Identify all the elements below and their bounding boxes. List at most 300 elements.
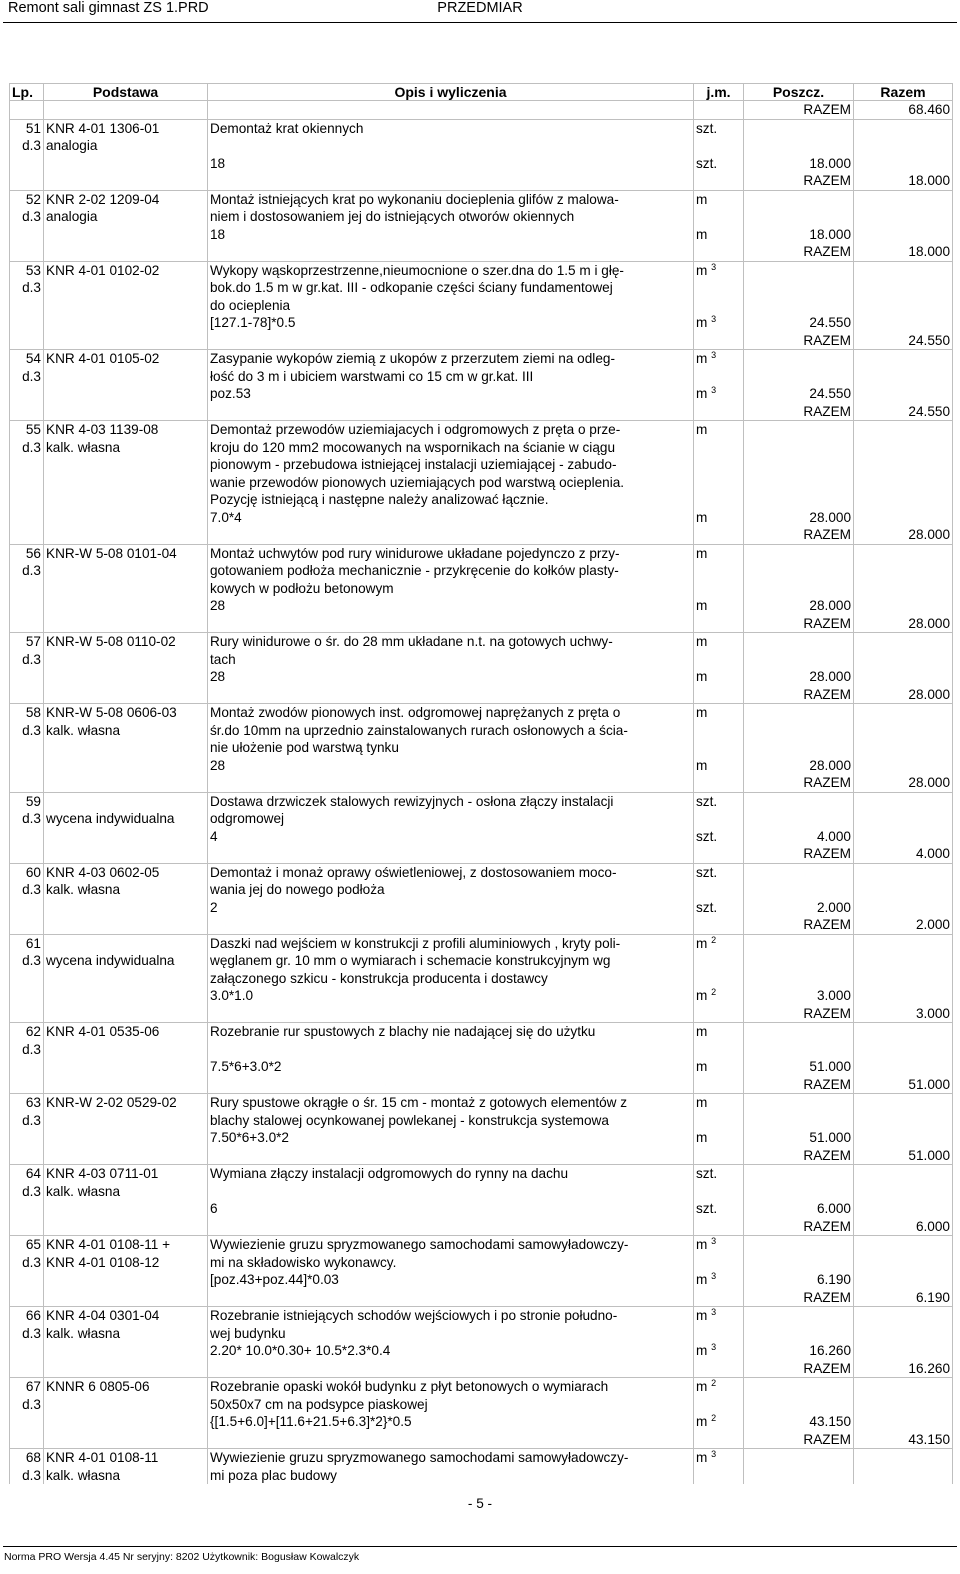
total-cell [854,1023,953,1041]
calc-unit: m [694,509,744,527]
lp-cell [10,1360,44,1378]
partial-cell [744,562,854,580]
description-cell [208,1147,694,1165]
basis-cell [44,1200,208,1218]
basis-cell [44,916,208,934]
basis-cell [44,828,208,846]
description-cell: kroju do 120 mm2 mocowanych na wspornikach na ścianie w ciągu [208,439,694,457]
partial-cell [744,1449,854,1467]
calc-unit: m $^2$ [694,1413,744,1431]
partial-cell [744,1112,854,1130]
basis-cell [44,597,208,615]
razem-value: 51.000 [854,1076,953,1094]
razem-row [10,1147,953,1165]
description-cell [208,916,694,934]
razem-value: 51.000 [854,1147,953,1165]
lp-cell [10,297,44,315]
calc-unit: m [694,757,744,775]
unit-cell: m $^3$ [694,350,744,368]
description-cell: mi poza plac budowy [208,1467,694,1485]
basis-cell [44,1360,208,1378]
basis-cell: KNR 4-01 0108-11 + [44,1236,208,1254]
lp-cell [10,474,44,492]
basis-cell [44,757,208,775]
total-cell [854,119,953,137]
basis-cell: KNR 4-01 0105-02 [44,350,208,368]
razem-label: RAZEM [744,845,854,863]
table-row-continued [10,1183,953,1201]
table-row [10,1449,953,1467]
total-cell [854,137,953,155]
total-cell [854,704,953,722]
lp-cell: d.3 [10,439,44,457]
table-row-continued [10,279,953,297]
calc-expression: 2 [208,899,694,917]
partial-cell [744,580,854,598]
partial-value: 18.000 [744,155,854,173]
unit-cell [694,137,744,155]
basis-cell [44,332,208,350]
basis-cell [44,686,208,704]
razem-label: RAZEM [744,172,854,190]
calc-expression: 3.0*1.0 [208,987,694,1005]
total-cell [854,208,953,226]
razem-row [10,526,953,544]
basis-cell [44,474,208,492]
table-row-continued [10,651,953,669]
total-cell [854,952,953,970]
unit-cell [694,243,744,261]
description-cell: wanie przewodów pionowych uziemiających pod warstwą ocieplenia. [208,474,694,492]
basis-cell: KNR-W 2-02 0529-02 [44,1094,208,1112]
partial-cell [744,1183,854,1201]
calc-expression: {[1.5+6.0]+[11.6+21.5+6.3]*2}*0.5 [208,1413,694,1431]
razem-label: RAZEM [744,1360,854,1378]
partial-cell [744,491,854,509]
calc-expression: [127.1-78]*0.5 [208,314,694,332]
basis-cell [44,1431,208,1449]
total-cell [854,456,953,474]
unit-cell [694,580,744,598]
partial-value: 43.150 [744,1413,854,1431]
calc-unit: szt. [694,828,744,846]
basis-cell: kalk. własna [44,1325,208,1343]
razem-value: 24.550 [854,332,953,350]
calc-expression: 28 [208,668,694,686]
basis-cell [44,509,208,527]
calc-unit: m $^2$ [694,987,744,1005]
total-cell [854,1041,953,1059]
calc-expression: 6 [208,1200,694,1218]
table-row-continued [10,456,953,474]
partial-cell [744,1467,854,1485]
description-cell [208,137,694,155]
table-row-continued [10,970,953,988]
calc-expression: 28 [208,597,694,615]
description-cell: Montaż zwodów pionowych inst. odgromowej naprężanych z pręta o [208,704,694,722]
partial-cell [744,934,854,952]
basis-cell: kalk. własna [44,881,208,899]
razem-value: 24.550 [854,403,953,421]
col-header-unit: j.m. [694,84,744,101]
lp-cell [10,1076,44,1094]
col-header-description: Opis i wyliczenia [208,84,694,101]
lp-cell: d.3 [10,722,44,740]
basis-cell [44,491,208,509]
unit-cell: m [694,633,744,651]
lp-cell: d.3 [10,137,44,155]
total-cell [854,1449,953,1467]
basis-cell [44,1289,208,1307]
basis-cell [44,403,208,421]
razem-row [10,172,953,190]
unit-cell [694,722,744,740]
lp-cell [10,1431,44,1449]
unit-cell [694,1218,744,1236]
lp-cell [10,1129,44,1147]
description-cell: Rozebranie istniejących schodów wejściowych i po stronie połudno- [208,1307,694,1325]
calc-expression: 7.50*6+3.0*2 [208,1129,694,1147]
lp-cell: d.3 [10,651,44,669]
lp-cell [10,580,44,598]
unit-cell [694,208,744,226]
lp-cell: 65 [10,1236,44,1254]
lp-cell [10,526,44,544]
table-row [10,1307,953,1325]
calc-row [10,1413,953,1431]
razem-value: 28.000 [854,686,953,704]
unit-cell [694,1431,744,1449]
partial-value: 51.000 [744,1129,854,1147]
razem-row [10,615,953,633]
lp-cell: d.3 [10,881,44,899]
razem-value: 28.000 [854,774,953,792]
description-cell: łość do 3 m i ubiciem warstwami co 15 cm w gr.kat. III [208,368,694,386]
lp-cell [10,899,44,917]
unit-cell [694,1112,744,1130]
basis-cell: KNNR 6 0805-06 [44,1378,208,1396]
description-cell: Wymiana złączy instalacji odgromowych do rynny na dachu [208,1165,694,1183]
basis-cell [44,792,208,810]
table-row [10,1094,953,1112]
lp-cell: 66 [10,1307,44,1325]
total-cell [854,722,953,740]
description-cell: wej budynku [208,1325,694,1343]
calc-row [10,668,953,686]
table-row-continued [10,368,953,386]
unit-cell: m [694,190,744,208]
unit-cell [694,970,744,988]
description-cell [208,1218,694,1236]
basis-cell: kalk. własna [44,439,208,457]
description-cell: Dostawa drzwiczek stalowych rewizyjnych - osłona złączy instalacji [208,792,694,810]
unit-cell [694,845,744,863]
description-cell: Wywiezienie gruzu spryzmowanego samochodami samowyładowczy- [208,1449,694,1467]
description-cell: Zasypanie wykopów ziemią z ukopów z przerzutem ziemi na odleg- [208,350,694,368]
lp-cell [10,970,44,988]
table-row [10,119,953,137]
basis-cell [44,155,208,173]
unit-cell [694,1147,744,1165]
carry-value: 68.460 [854,101,953,120]
lp-cell: d.3 [10,952,44,970]
table-row [10,934,953,952]
basis-cell: KNR 4-03 0602-05 [44,863,208,881]
col-header-lp: Lp. [10,84,44,101]
table-row-continued [10,722,953,740]
unit-cell [694,439,744,457]
basis-cell [44,1129,208,1147]
description-cell: Pozycję istniejącą i następne należy analizować łącznie. [208,491,694,509]
partial-value: 18.000 [744,226,854,244]
table-row-continued [10,1396,953,1414]
lp-cell [10,1289,44,1307]
unit-cell [694,952,744,970]
lp-cell [10,243,44,261]
total-cell [854,190,953,208]
razem-row [10,332,953,350]
basis-cell [44,243,208,261]
basis-cell [44,1058,208,1076]
partial-cell [744,1254,854,1272]
basis-cell: analogia [44,137,208,155]
calc-row [10,1271,953,1289]
total-cell [854,226,953,244]
unit-cell [694,297,744,315]
lp-cell [10,172,44,190]
lp-cell [10,757,44,775]
description-cell: gotowaniem podłoża mechanicznie - przykręcenie do kołków plasty- [208,562,694,580]
table-row-continued [10,137,953,155]
razem-row [10,1360,953,1378]
description-cell [208,686,694,704]
calc-unit: szt. [694,899,744,917]
table-row [10,421,953,439]
calc-row [10,757,953,775]
total-cell [854,1307,953,1325]
partial-cell [744,190,854,208]
description-cell: Rury winidurowe o śr. do 28 mm układane n.t. na gotowych uchwy- [208,633,694,651]
total-cell [854,863,953,881]
software-footer: Norma PRO Wersja 4.45 Nr seryjny: 8202 Użytkownik: Bogusław Kowalczyk [4,1551,360,1563]
total-cell [854,757,953,775]
unit-cell [694,368,744,386]
basis-cell: KNR 4-01 0102-02 [44,261,208,279]
description-cell: bok.do 1.5 m w gr.kat. III - odkopanie części ściany fundamentowej [208,279,694,297]
basis-cell: kalk. własna [44,722,208,740]
unit-cell [694,526,744,544]
lp-cell: d.3 [10,1467,44,1485]
basis-cell [44,1147,208,1165]
basis-cell [44,774,208,792]
description-cell [208,774,694,792]
lp-cell: 55 [10,421,44,439]
lp-cell [10,597,44,615]
basis-cell: KNR 4-03 0711-01 [44,1165,208,1183]
lp-cell [10,774,44,792]
calc-row [10,1058,953,1076]
table-row-continued [10,1467,953,1485]
razem-value: 43.150 [854,1431,953,1449]
table-header-row [10,84,953,101]
basis-cell [44,1005,208,1023]
partial-cell [744,439,854,457]
unit-cell [694,1005,744,1023]
description-cell: załączonego szkicu - konstrukcja producenta i dostawcy [208,970,694,988]
unit-cell: szt. [694,792,744,810]
unit-cell [694,881,744,899]
razem-label: RAZEM [744,1147,854,1165]
partial-cell [744,1094,854,1112]
description-cell: nie ułożenie pod warstwą tynku [208,739,694,757]
partial-cell [744,544,854,562]
total-cell [854,439,953,457]
razem-label: RAZEM [744,774,854,792]
total-cell [854,1271,953,1289]
razem-row [10,403,953,421]
partial-cell [744,722,854,740]
unit-cell: m [694,544,744,562]
total-cell [854,474,953,492]
unit-cell: m $^3$ [694,1307,744,1325]
calc-row [10,385,953,403]
calc-expression: poz.53 [208,385,694,403]
table-row-continued [10,739,953,757]
description-cell [208,1076,694,1094]
basis-cell: wycena indywidualna [44,810,208,828]
basis-cell [44,1112,208,1130]
lp-cell: 58 [10,704,44,722]
razem-value: 3.000 [854,1005,953,1023]
total-cell [854,155,953,173]
partial-value: 2.000 [744,899,854,917]
description-cell: Montaż istniejących krat po wykonaniu docieplenia glifów z malowa- [208,190,694,208]
lp-cell [10,491,44,509]
basis-cell [44,845,208,863]
total-cell [854,597,953,615]
table-row [10,1378,953,1396]
basis-cell [44,987,208,1005]
lp-cell [10,155,44,173]
calc-row [10,597,953,615]
partial-value: 28.000 [744,597,854,615]
unit-cell [694,279,744,297]
basis-cell: KNR 4-01 1306-01 [44,119,208,137]
partial-value: 28.000 [744,757,854,775]
razem-label: RAZEM [744,1076,854,1094]
basis-cell [44,1413,208,1431]
calc-row [10,1200,953,1218]
table-row-continued [10,1325,953,1343]
unit-cell [694,1396,744,1414]
unit-cell: m [694,1094,744,1112]
total-cell [854,1094,953,1112]
partial-cell [744,792,854,810]
carry-label: RAZEM [744,101,854,120]
total-cell [854,368,953,386]
table-row-continued [10,810,953,828]
unit-cell [694,1076,744,1094]
razem-label: RAZEM [744,332,854,350]
razem-label: RAZEM [744,1218,854,1236]
razem-row [10,1289,953,1307]
table-row-continued [10,1041,953,1059]
calc-expression: 2.20* 10.0*0.30+ 10.5*2.3*0.4 [208,1342,694,1360]
description-cell [208,526,694,544]
lp-cell: d.3 [10,1325,44,1343]
razem-value: 18.000 [854,243,953,261]
unit-cell [694,739,744,757]
calc-row [10,226,953,244]
unit-cell [694,1467,744,1485]
partial-value: 3.000 [744,987,854,1005]
calc-unit: m $^3$ [694,314,744,332]
unit-cell [694,1289,744,1307]
description-cell: Demontaż przewodów uziemiajacych i odgromowych z pręta o prze- [208,421,694,439]
total-cell [854,1129,953,1147]
total-cell [854,970,953,988]
unit-cell [694,562,744,580]
lp-cell: d.3 [10,208,44,226]
unit-cell: m $^3$ [694,261,744,279]
description-cell: Rozebranie rur spustowych z blachy nie nadającej się do użytku [208,1023,694,1041]
razem-row [10,845,953,863]
lp-cell [10,403,44,421]
table-row-continued [10,1254,953,1272]
lp-cell [10,686,44,704]
lp-cell: 52 [10,190,44,208]
lp-cell: 59 [10,792,44,810]
lp-cell [10,1218,44,1236]
partial-cell [744,1325,854,1343]
description-cell: Wykopy wąskoprzestrzenne,nieumocnione o szer.dna do 1.5 m i głę- [208,261,694,279]
description-cell [208,1289,694,1307]
partial-value: 24.550 [744,385,854,403]
unit-cell [694,172,744,190]
basis-cell [44,279,208,297]
calc-row [10,509,953,527]
lp-cell: 53 [10,261,44,279]
razem-label: RAZEM [744,403,854,421]
lp-cell: 64 [10,1165,44,1183]
basis-cell [44,668,208,686]
unit-cell [694,774,744,792]
lp-cell: d.3 [10,279,44,297]
basis-cell [44,226,208,244]
calc-row [10,1342,953,1360]
calc-row [10,899,953,917]
header-rule [3,22,957,23]
lp-cell: 51 [10,119,44,137]
calc-row [10,987,953,1005]
description-cell [208,243,694,261]
total-cell [854,1325,953,1343]
table-row-continued [10,208,953,226]
total-cell [854,1200,953,1218]
razem-label: RAZEM [744,1431,854,1449]
lp-cell: d.3 [10,562,44,580]
description-cell [208,332,694,350]
partial-cell [744,208,854,226]
document-type: PRZEDMIAR [437,0,523,16]
total-cell [854,509,953,527]
lp-cell [10,615,44,633]
partial-cell [744,970,854,988]
basis-cell: KNR-W 5-08 0110-02 [44,633,208,651]
razem-row [10,1431,953,1449]
partial-cell [744,350,854,368]
basis-cell [44,297,208,315]
